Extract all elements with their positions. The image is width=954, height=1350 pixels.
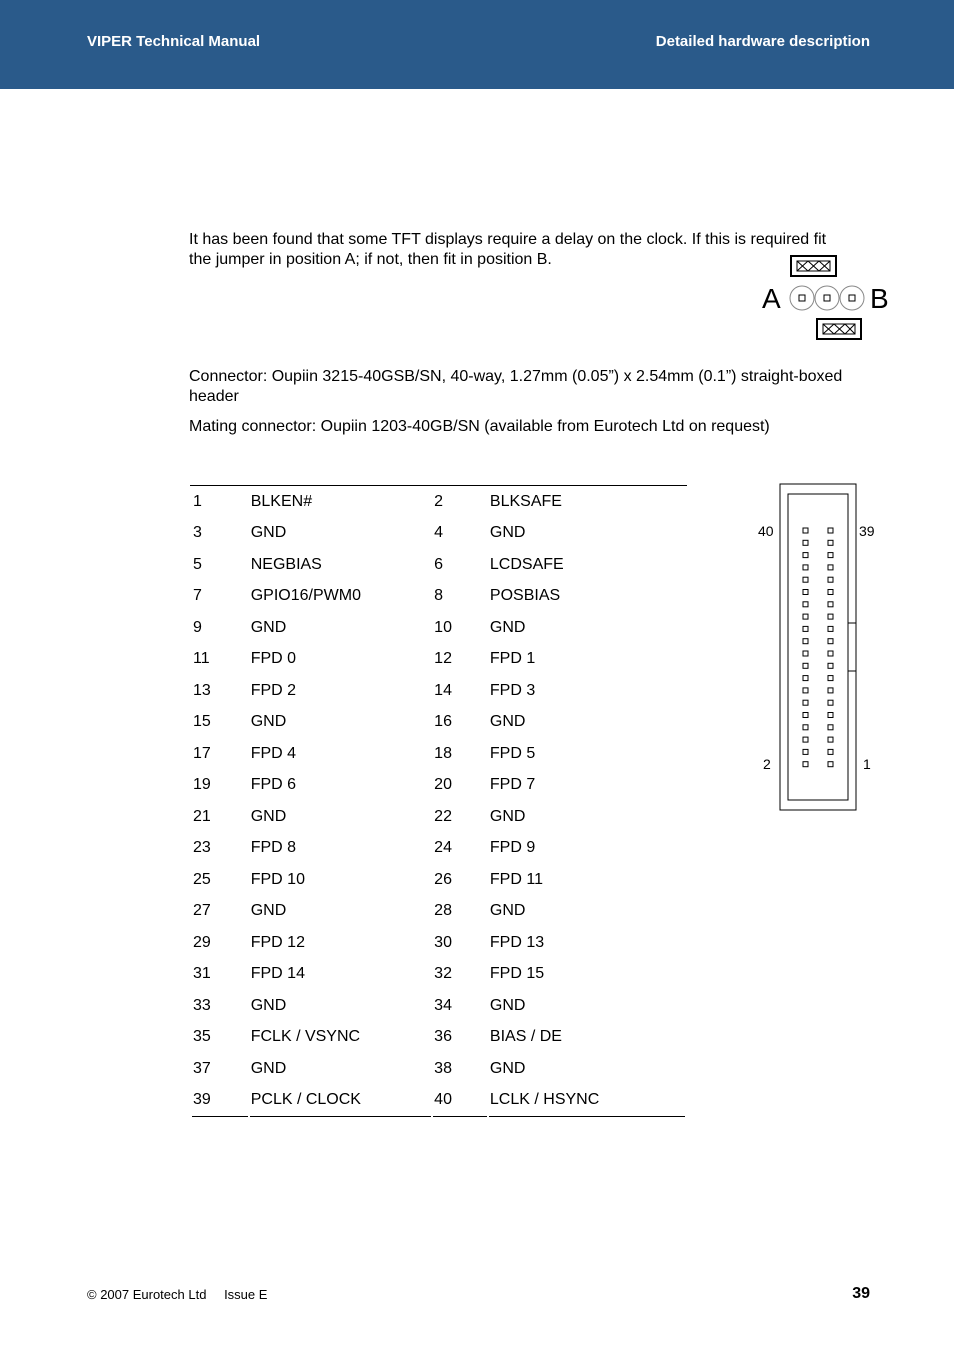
table-row (192, 612, 685, 644)
table-row (192, 1053, 685, 1085)
page-header (0, 0, 954, 89)
connector-pin (803, 663, 808, 668)
connector-pin (828, 602, 833, 607)
pin-number: 35 (193, 1028, 211, 1046)
table-row (192, 990, 685, 1022)
pin-number: 38 (434, 1059, 452, 1077)
pin-signal: GND (250, 1059, 287, 1077)
connector-pin (803, 590, 808, 595)
connector-pin (828, 639, 833, 644)
pin-signal: GND (250, 996, 287, 1014)
connector-pin (828, 663, 833, 668)
pin-signal: GND (250, 524, 287, 542)
connector-pin (828, 688, 833, 693)
pin-signal: GND (489, 902, 526, 920)
pin-signal: GND (489, 713, 526, 731)
pin-number: 27 (193, 902, 211, 920)
connector-pin (803, 737, 808, 742)
pin-signal: LCLK / HSYNC (489, 1085, 685, 1118)
table-row (192, 644, 685, 676)
pin-number: 5 (193, 555, 202, 573)
table-row (192, 959, 685, 991)
pin-signal: FPD 1 (489, 650, 536, 668)
table-row (192, 518, 685, 550)
pin-number: 24 (434, 839, 452, 857)
pin-number: 36 (434, 1028, 452, 1046)
pin-number: 32 (434, 965, 452, 983)
connector-pin (803, 614, 808, 619)
connector-pin (828, 528, 833, 533)
jumper-label-b: B (870, 283, 889, 314)
manual-title: VIPER Technical Manual (87, 33, 261, 50)
connector-pin (828, 651, 833, 656)
connector-pin (803, 626, 808, 631)
pin-number: 8 (434, 587, 444, 605)
connector-pin (828, 626, 833, 631)
section-title: Detailed hardware description (655, 33, 870, 50)
connector-pin (828, 614, 833, 619)
table-row (192, 1085, 685, 1118)
connector-pin (828, 676, 833, 681)
jumper-label-a: A (762, 283, 781, 314)
pin-number: 28 (434, 902, 452, 920)
jumper-shunt-b (817, 319, 861, 339)
pin-signal: FPD 3 (489, 681, 536, 699)
connector-pin (828, 565, 833, 570)
pin-number: 40 (433, 1085, 487, 1118)
table-row (192, 833, 685, 865)
connector-pin (803, 713, 808, 718)
pin-number: 37 (193, 1059, 211, 1077)
pin-number: 20 (434, 776, 452, 794)
pin-label-1: 1 (863, 756, 871, 772)
pin-signal: GPIO16/PWM0 (250, 587, 361, 605)
table-row (192, 1022, 685, 1054)
pin-number: 2 (434, 492, 444, 510)
table-row (192, 896, 685, 928)
pin-number: 6 (434, 555, 444, 573)
connector-pin (803, 762, 808, 767)
connector-pin (803, 639, 808, 644)
connector-pin (828, 577, 833, 582)
pin-number: 18 (434, 744, 452, 762)
issue-text: Issue E (224, 1287, 268, 1302)
connector-pin (828, 713, 833, 718)
connector-pin (828, 725, 833, 730)
pin-signal: LCDSAFE (489, 555, 564, 573)
pin-number: 26 (434, 870, 452, 888)
pin-number: 21 (193, 807, 211, 825)
connector-pin (828, 762, 833, 767)
copyright-text: © 2007 Eurotech Ltd (87, 1287, 207, 1302)
pin-number: 11 (193, 650, 210, 668)
connector-pin (803, 651, 808, 656)
pin-number: 9 (193, 618, 202, 636)
delay-paragraph: It has been found that some TFT displays require a delay on the clock. If this is required fit the jumper in position A; if not, then fit in position B. (189, 231, 827, 268)
pin-signal: FPD 4 (250, 744, 297, 762)
pin-signal: BLKEN# (250, 492, 313, 510)
jumper-pins (790, 286, 864, 310)
pin-signal: GND (250, 902, 287, 920)
pin-signal: GND (250, 807, 287, 825)
pin-number: 15 (193, 713, 211, 731)
connector-pin (803, 700, 808, 705)
pin-signal: FPD 6 (250, 776, 297, 794)
pin-number: 33 (193, 996, 211, 1014)
connector-diagram (755, 482, 885, 814)
connector-pin (803, 553, 808, 558)
pin-signal: FPD 5 (489, 744, 536, 762)
pin-signal: PCLK / CLOCK (250, 1085, 431, 1118)
table-row (192, 549, 685, 581)
pin-number: 17 (193, 744, 211, 762)
pin-signal: BLKSAFE (489, 492, 562, 510)
table-row (192, 707, 685, 739)
pin-number: 12 (434, 650, 452, 668)
connector-pin (828, 700, 833, 705)
connector-pin (803, 749, 808, 754)
pin-number: 13 (193, 681, 211, 699)
table-row (192, 864, 685, 896)
pin-signal: GND (250, 713, 287, 731)
pin-number: 16 (434, 713, 452, 731)
pin-signal: FPD 0 (250, 650, 297, 668)
connector-pin (803, 602, 808, 607)
pin-signal: FPD 9 (489, 839, 536, 857)
pin-number: 34 (434, 996, 452, 1014)
pin-number: 25 (193, 870, 211, 888)
pin-signal: GND (489, 996, 526, 1014)
pin-number: 7 (193, 587, 202, 605)
pin-signal: FCLK / VSYNC (250, 1028, 361, 1046)
pin-signal: FPD 7 (489, 776, 536, 794)
pin-signal: FPD 12 (250, 933, 305, 951)
pin-signal: GND (489, 618, 526, 636)
table-row (192, 927, 685, 959)
pin-number: 30 (434, 933, 452, 951)
connector-pin (828, 590, 833, 595)
pin-label-39: 39 (859, 523, 875, 539)
table-row (192, 486, 685, 518)
connector-pin (803, 688, 808, 693)
pinout-table (190, 485, 687, 1117)
pin-signal: GND (489, 1059, 526, 1077)
pin-number: 1 (193, 492, 202, 510)
pin-signal: FPD 8 (250, 839, 297, 857)
table-row (192, 801, 685, 833)
pin-number: 31 (193, 965, 211, 983)
connector-pin (828, 540, 833, 545)
pin-signal: GND (250, 618, 287, 636)
mating-connector-paragraph: Mating connector: Oupiin 1203-40GB/SN (available from Eurotech Ltd on request) (189, 418, 770, 435)
pin-signal: FPD 15 (489, 965, 545, 983)
connector-paragraph: Connector: Oupiin 3215-40GSB/SN, 40-way, 1.27mm (0.05”) x 2.54mm (0.1”) straight-boxed header (189, 368, 843, 405)
pin-number: 14 (434, 681, 452, 699)
pin-number: 22 (434, 807, 452, 825)
pin-number: 19 (193, 776, 211, 794)
pin-signal: NEGBIAS (250, 555, 322, 573)
pin-label-40: 40 (758, 523, 774, 539)
pin-number: 23 (193, 839, 211, 857)
pin-label-2: 2 (763, 756, 771, 772)
connector-pin (803, 725, 808, 730)
pin-signal: FPD 10 (250, 870, 305, 888)
table-row (192, 770, 685, 802)
pin-number: 10 (434, 618, 452, 636)
table-row (192, 738, 685, 770)
footer-left (87, 1287, 267, 1302)
table-row (192, 581, 685, 613)
connector-pin (828, 737, 833, 742)
jumper-shunt-a (791, 256, 836, 276)
pin-number: 39 (192, 1085, 248, 1118)
pin-signal: POSBIAS (489, 587, 561, 605)
pin-number: 29 (193, 933, 211, 951)
pin-signal: GND (489, 807, 526, 825)
connector-pin (803, 676, 808, 681)
pin-number: 4 (434, 524, 444, 542)
pin-number: 3 (193, 524, 202, 542)
pin-signal: FPD 14 (250, 965, 305, 983)
pin-signal: GND (489, 524, 526, 542)
pin-signal: FPD 11 (489, 870, 543, 888)
connector-pin (803, 565, 808, 570)
connector-pin (828, 553, 833, 558)
table-row (192, 675, 685, 707)
connector-pin (803, 577, 808, 582)
pin-signal: BIAS / DE (489, 1028, 562, 1046)
pin-signal: FPD 13 (489, 933, 545, 951)
connector-inner-box (788, 494, 848, 800)
page-number: 39 (852, 1285, 870, 1302)
jumper-diagram (760, 252, 900, 344)
connector-pin (803, 528, 808, 533)
pin-signal: FPD 2 (250, 681, 297, 699)
connector-pin (828, 749, 833, 754)
connector-pin (803, 540, 808, 545)
